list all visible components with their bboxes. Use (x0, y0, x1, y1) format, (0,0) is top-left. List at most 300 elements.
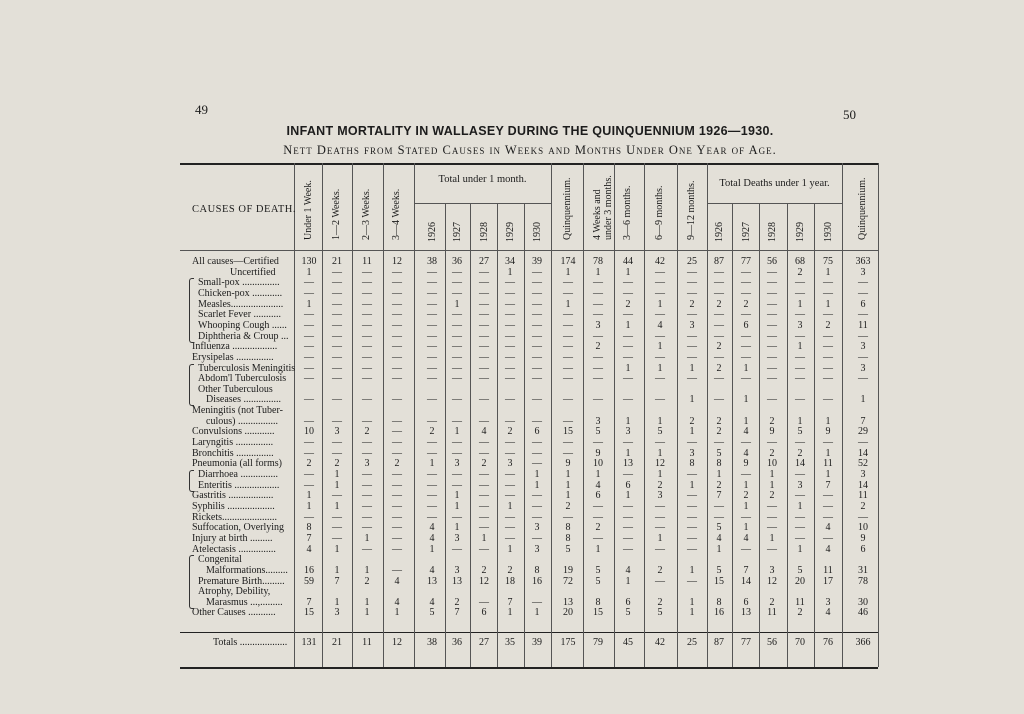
table-cell: — (304, 352, 314, 363)
header-year: 1928 (767, 222, 778, 242)
header-w23: 2—3 Weeks. (361, 188, 372, 240)
row-label: Small-pox ............... (198, 277, 280, 288)
table-cell: — (532, 363, 542, 374)
table-cell: 16 (304, 565, 314, 576)
table-cell: — (714, 512, 724, 523)
table-cell: — (452, 469, 462, 480)
header-year: 1930 (532, 222, 543, 242)
table-cell: — (858, 437, 868, 448)
table-cell: — (332, 512, 342, 523)
table-cell: 20 (795, 576, 805, 587)
table-cell: 56 (767, 637, 777, 648)
table-cell: — (593, 437, 603, 448)
table-cell: 36 (452, 637, 462, 648)
table-cell: 2 (797, 607, 803, 618)
table-cell: — (655, 309, 665, 320)
table-cell: 1 (595, 469, 601, 480)
table-cell: — (362, 501, 372, 512)
table-cell: — (687, 501, 697, 512)
table-cell: 9 (565, 458, 571, 469)
table-cell: 8 (565, 533, 571, 544)
table-cell: — (655, 576, 665, 587)
table-cell: 1 (689, 597, 695, 608)
table-cell: 4 (429, 597, 435, 608)
table-cell: 7 (860, 416, 866, 427)
table-cell: 1 (825, 416, 831, 427)
table-cell: — (795, 373, 805, 384)
table-cell: — (563, 363, 573, 374)
table-cell: 1 (743, 416, 749, 427)
table-cell: 10 (593, 458, 603, 469)
table-cell: — (823, 512, 833, 523)
table-cell: — (687, 544, 697, 555)
row-label: Bronchitis ............... (192, 448, 274, 459)
header-year: 1929 (795, 222, 806, 242)
table-cell: — (532, 458, 542, 469)
table-cell: — (332, 277, 342, 288)
table-cell: 1 (769, 469, 775, 480)
table-cell: 6 (481, 607, 487, 618)
table-cell: — (304, 320, 314, 331)
table-cell: — (563, 512, 573, 523)
table-cell: — (858, 352, 868, 363)
table-cell: — (362, 469, 372, 480)
row-label: Diseases ............... (206, 394, 281, 405)
row-label: Laryngitis ............... (192, 437, 274, 448)
table-cell: — (741, 309, 751, 320)
table-cell: — (858, 288, 868, 299)
table-cell: 7 (743, 565, 749, 576)
table-cell: 2 (769, 490, 775, 501)
table-cell: 4 (657, 320, 663, 331)
table-cell: 1 (306, 501, 312, 512)
table-cell: — (767, 512, 777, 523)
table-cell: 25 (687, 637, 697, 648)
table-cell: 2 (769, 416, 775, 427)
table-cell: 76 (823, 637, 833, 648)
table-cell: — (427, 373, 437, 384)
table-cell: — (655, 267, 665, 278)
table-cell: — (479, 331, 489, 342)
table-cell: 1 (481, 533, 487, 544)
table-cell: 1 (429, 544, 435, 555)
table-cell: — (532, 501, 542, 512)
table-cell: 44 (623, 256, 633, 267)
table-cell: 14 (741, 576, 751, 587)
table-cell: 39 (532, 637, 542, 648)
row-label: Influenza .................. (192, 341, 278, 352)
table-cell: 1 (625, 490, 631, 501)
table-cell: — (593, 512, 603, 523)
table-cell: — (427, 341, 437, 352)
table-cell: — (392, 394, 402, 405)
table-cell: — (505, 299, 515, 310)
table-cell: — (427, 394, 437, 405)
row-label: culous) ................ (206, 416, 278, 427)
table-cell: 1 (565, 299, 571, 310)
table-cell: — (563, 352, 573, 363)
table-cell: 4 (429, 522, 435, 533)
table-cell: 12 (392, 256, 402, 267)
table-cell: 56 (767, 256, 777, 267)
table-cell: 130 (301, 256, 317, 267)
table-cell: — (687, 437, 697, 448)
table-cell: — (563, 341, 573, 352)
table-cell: — (593, 394, 603, 405)
table-cell: — (362, 480, 372, 491)
table-cell: — (858, 512, 868, 523)
table-cell: — (741, 352, 751, 363)
table-cell: — (655, 437, 665, 448)
table-cell: — (563, 416, 573, 427)
table-cell: — (687, 533, 697, 544)
table-cell: — (392, 448, 402, 459)
table-cell: — (593, 299, 603, 310)
table-cell: — (795, 352, 805, 363)
table-cell: — (767, 501, 777, 512)
table-cell: 3 (625, 426, 631, 437)
table-cell: 2 (769, 448, 775, 459)
table-cell: — (332, 288, 342, 299)
table-cell: 5 (716, 522, 722, 533)
table-cell: — (392, 512, 402, 523)
table-cell: — (655, 277, 665, 288)
brace (189, 470, 194, 492)
table-cell: — (655, 512, 665, 523)
table-cell: — (623, 394, 633, 405)
table-cell: 1 (364, 533, 370, 544)
table-cell: 2 (716, 480, 722, 491)
table-cell: 2 (306, 458, 312, 469)
group-rule-month (414, 203, 551, 204)
table-cell: 1 (306, 267, 312, 278)
table-cell: 4 (825, 544, 831, 555)
table-cell: 7 (306, 597, 312, 608)
table-cell: — (795, 394, 805, 405)
table-cell: — (563, 288, 573, 299)
table-cell: 1 (429, 458, 435, 469)
table-cell: — (505, 448, 515, 459)
column-rule (524, 203, 525, 667)
table-cell: — (623, 373, 633, 384)
table-cell: — (452, 480, 462, 491)
column-rule (383, 163, 384, 667)
table-cell: — (795, 533, 805, 544)
table-cell: — (687, 512, 697, 523)
table-cell: — (823, 373, 833, 384)
table-cell: 3 (860, 469, 866, 480)
table-cell: — (687, 309, 697, 320)
table-cell: — (687, 469, 697, 480)
table-cell: — (362, 288, 372, 299)
table-cell: 46 (858, 607, 868, 618)
table-cell: 1 (657, 363, 663, 374)
table-cell: — (452, 277, 462, 288)
table-cell: — (767, 277, 777, 288)
header-year: 1928 (479, 222, 490, 242)
table-cell: 1 (625, 416, 631, 427)
table-cell: 77 (741, 256, 751, 267)
table-cell: 2 (769, 597, 775, 608)
table-cell: 8 (689, 458, 695, 469)
table-cell: — (741, 512, 751, 523)
table-cell: — (823, 437, 833, 448)
table-cell: 18 (505, 576, 515, 587)
table-cell: — (532, 288, 542, 299)
table-cell: — (741, 341, 751, 352)
table-cell: 1 (825, 267, 831, 278)
table-cell: 174 (560, 256, 576, 267)
table-cell: — (795, 512, 805, 523)
table-cell: 2 (797, 267, 803, 278)
table-cell: — (823, 394, 833, 405)
table-cell: 175 (560, 637, 576, 648)
table-cell: — (452, 437, 462, 448)
table-cell: — (362, 373, 372, 384)
table-cell: 1 (797, 416, 803, 427)
table-cell: 1 (797, 341, 803, 352)
table-cell: 42 (655, 637, 665, 648)
table-cell: 7 (334, 576, 340, 587)
table-cell: — (304, 373, 314, 384)
header-under1w: Under 1 Week. (303, 180, 314, 240)
table-cell: — (655, 331, 665, 342)
table-cell: 1 (334, 597, 340, 608)
table-cell: 2 (507, 426, 513, 437)
table-cell: 7 (454, 607, 460, 618)
table-cell: — (332, 267, 342, 278)
header-w12: 1—2 Weeks. (331, 188, 342, 240)
table-cell: 2 (565, 501, 571, 512)
table-cell: — (532, 490, 542, 501)
table-cell: 25 (687, 256, 697, 267)
table-cell: 1 (743, 394, 749, 405)
table-cell: — (795, 363, 805, 374)
table-cell: 78 (593, 256, 603, 267)
table-cell: 1 (743, 501, 749, 512)
header-year: 1926 (714, 222, 725, 242)
table-cell: — (767, 394, 777, 405)
table-cell: — (332, 448, 342, 459)
table-cell: 68 (795, 256, 805, 267)
row-label: Injury at birth ......... (192, 533, 273, 544)
table-cell: 2 (657, 565, 663, 576)
table-cell: 1 (334, 469, 340, 480)
table-cell: — (795, 331, 805, 342)
table-cell: — (392, 426, 402, 437)
table-cell: 5 (595, 565, 601, 576)
table-cell: 13 (563, 597, 573, 608)
table-cell: 5 (565, 544, 571, 555)
table-cell: 1 (657, 299, 663, 310)
table-cell: — (623, 277, 633, 288)
table-cell: 2 (716, 299, 722, 310)
table-cell: — (362, 277, 372, 288)
table-cell: 1 (797, 501, 803, 512)
table-cell: — (593, 501, 603, 512)
table-cell: — (823, 309, 833, 320)
table-cell: 2 (334, 458, 340, 469)
table-cell: 2 (689, 416, 695, 427)
table-cell: — (332, 309, 342, 320)
table-cell: — (823, 331, 833, 342)
table-cell: 1 (625, 448, 631, 459)
table-cell: 21 (332, 637, 342, 648)
table-cell: — (505, 490, 515, 501)
table-cell: — (767, 522, 777, 533)
row-label: Pneumonia (all forms) (192, 458, 282, 469)
row-label: Atelectasis ............... (192, 544, 276, 555)
table-cell: 2 (860, 501, 866, 512)
table-cell: — (655, 544, 665, 555)
table-cell: 3 (334, 426, 340, 437)
table-cell: 2 (797, 448, 803, 459)
table-top-rule (180, 163, 878, 165)
table-cell: 15 (714, 576, 724, 587)
table-cell: — (655, 522, 665, 533)
table-cell: 1 (625, 576, 631, 587)
table-cell: 6 (534, 426, 540, 437)
row-label: Totals ................... (213, 637, 288, 648)
table-cell: — (795, 288, 805, 299)
table-cell: 1 (595, 267, 601, 278)
table-cell: — (362, 341, 372, 352)
table-cell: — (332, 341, 342, 352)
table-cell: — (714, 320, 724, 331)
table-cell: 1 (797, 299, 803, 310)
table-cell: — (427, 320, 437, 331)
table-cell: 1 (364, 565, 370, 576)
table-cell: — (532, 597, 542, 608)
table-cell: — (304, 394, 314, 405)
table-cell: 2 (481, 458, 487, 469)
table-cell: — (505, 277, 515, 288)
row-label: Abdom'l Tuberculosis (198, 373, 287, 384)
table-cell: 11 (858, 320, 868, 331)
table-cell: — (479, 448, 489, 459)
table-cell: — (741, 288, 751, 299)
table-cell: 6 (625, 480, 631, 491)
header-year: 1929 (505, 222, 516, 242)
table-cell: — (505, 373, 515, 384)
table-cell: 5 (429, 607, 435, 618)
table-cell: 3 (454, 458, 460, 469)
table-cell: — (767, 320, 777, 331)
table-cell: 1 (657, 341, 663, 352)
table-cell: 4 (743, 448, 749, 459)
table-cell: — (593, 533, 603, 544)
table-cell: — (362, 490, 372, 501)
table-cell: 3 (657, 490, 663, 501)
table-cell: — (714, 352, 724, 363)
table-cell: — (304, 512, 314, 523)
table-cell: 1 (625, 320, 631, 331)
header-w4m3: 4 Weeks and under 3 months. (592, 175, 614, 240)
column-rule (842, 163, 843, 667)
table-cell: — (655, 352, 665, 363)
table-cell: 87 (714, 637, 724, 648)
header-total-year: Total Deaths under 1 year. (719, 178, 830, 189)
table-cell: — (362, 267, 372, 278)
table-cell: 59 (304, 576, 314, 587)
table-cell: 9 (860, 533, 866, 544)
table-cell: 1 (565, 490, 571, 501)
table-cell: — (505, 320, 515, 331)
table-cell: 10 (767, 458, 777, 469)
table-cell: 2 (454, 597, 460, 608)
table-cell: 12 (479, 576, 489, 587)
table-cell: — (479, 363, 489, 374)
table-cell: — (741, 437, 751, 448)
header-year: 1926 (427, 222, 438, 242)
table-cell: 13 (623, 458, 633, 469)
table-cell: — (392, 373, 402, 384)
table-cell: 3 (364, 458, 370, 469)
table-cell: — (623, 533, 633, 544)
table-cell: 6 (860, 544, 866, 555)
table-cell: — (392, 277, 402, 288)
table-cell: 6 (743, 597, 749, 608)
table-cell: — (427, 448, 437, 459)
table-cell: 10 (858, 522, 868, 533)
table-cell: — (714, 437, 724, 448)
table-cell: — (823, 341, 833, 352)
table-cell: 13 (427, 576, 437, 587)
column-rule (677, 163, 678, 667)
table-bottom-rule (180, 667, 878, 669)
table-cell: — (741, 277, 751, 288)
column-rule (759, 203, 760, 667)
row-label: Malformations......... (206, 565, 288, 576)
table-cell: 3 (860, 363, 866, 374)
table-cell: — (623, 512, 633, 523)
table-cell: 1 (716, 469, 722, 480)
table-cell: — (452, 341, 462, 352)
table-cell: — (362, 299, 372, 310)
table-cell: — (452, 544, 462, 555)
table-cell: 1 (657, 448, 663, 459)
table-cell: — (563, 373, 573, 384)
row-label: Convulsions ............ (192, 426, 275, 437)
brace (189, 555, 194, 609)
table-cell: 14 (858, 480, 868, 491)
header-m69: 6—9 months. (654, 185, 665, 240)
table-cell: — (427, 363, 437, 374)
table-cell: — (427, 416, 437, 427)
column-rule (352, 163, 353, 667)
table-cell: — (714, 331, 724, 342)
table-cell: — (795, 490, 805, 501)
table-cell: — (479, 501, 489, 512)
header-year: 1930 (823, 222, 834, 242)
table-cell: — (767, 267, 777, 278)
table-cell: 9 (595, 448, 601, 459)
table-cell: 1 (797, 544, 803, 555)
table-cell: 2 (481, 565, 487, 576)
table-cell: 20 (563, 607, 573, 618)
row-label: Whooping Cough ...... (198, 320, 287, 331)
table-cell: 1 (743, 363, 749, 374)
table-cell: 12 (655, 458, 665, 469)
table-cell: 5 (625, 607, 631, 618)
table-cell: — (532, 277, 542, 288)
table-cell: — (505, 394, 515, 405)
table-cell: — (479, 299, 489, 310)
column-rule (732, 203, 733, 667)
table-cell: 1 (625, 267, 631, 278)
table-cell: 3 (534, 544, 540, 555)
table-cell: 1 (825, 448, 831, 459)
